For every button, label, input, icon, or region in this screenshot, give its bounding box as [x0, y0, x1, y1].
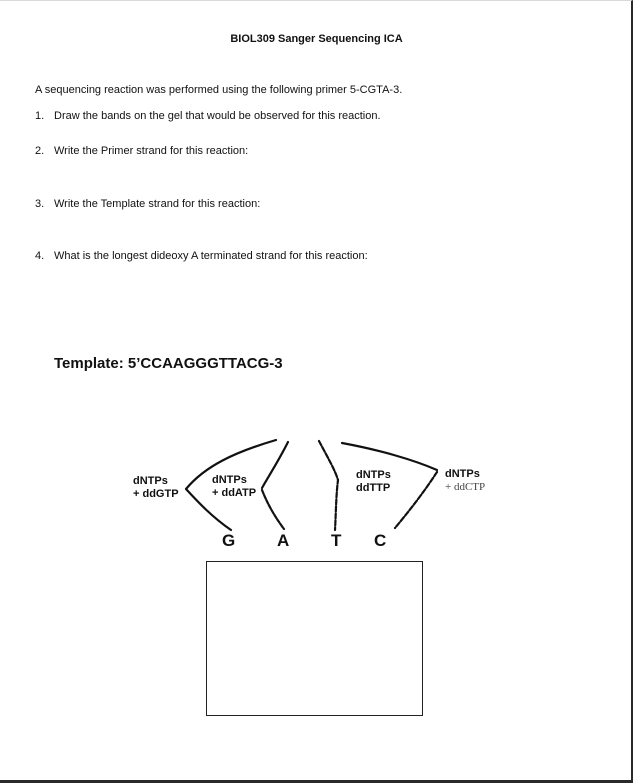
tube-c-label: [445, 468, 485, 494]
document-title: BIOL309 Sanger Sequencing ICA: [230, 33, 403, 45]
question-text: Draw the bands on the gel that would be observed for this reaction.: [54, 110, 381, 122]
funnel-a-right-stroke: [262, 490, 284, 529]
tube-t-line2: ddTTP: [356, 482, 391, 494]
question-text: Write the Template strand for this reaction:: [54, 198, 261, 210]
funnel-c-right-stroke: [395, 472, 437, 528]
funnel-a-left-stroke: [262, 442, 288, 488]
tube-t-label: [356, 469, 391, 495]
template-sequence-label: Template: 5’CCAAGGGTTACG-3: [54, 355, 283, 372]
question-number: 3.: [35, 198, 45, 210]
question-text: What is the longest dideoxy A terminated strand for this reaction:: [54, 250, 368, 262]
funnel-t-left-stroke: [319, 441, 338, 530]
intro-text: A sequencing reaction was performed using the following primer 5-CGTA-3.: [35, 84, 403, 96]
lane-label-g: G: [222, 531, 236, 550]
funnel-c-top-stroke: [342, 443, 437, 470]
question-number: 2.: [35, 145, 45, 157]
tube-a-line1: dNTPs: [212, 474, 247, 486]
tube-g-line1: dNTPs: [133, 475, 168, 487]
tube-a-label: [212, 474, 256, 500]
question-text: Write the Primer strand for this reaction:: [54, 145, 249, 157]
lane-label-t: T: [331, 531, 342, 550]
lane-label-c: C: [374, 531, 387, 550]
gel-drawing-box[interactable]: [206, 561, 423, 716]
tube-g-label: [133, 475, 179, 501]
tube-t-line1: dNTPs: [356, 469, 391, 481]
lane-label-a: A: [277, 531, 290, 550]
question-number: 4.: [35, 250, 45, 262]
question-number: 1.: [35, 110, 45, 122]
tube-c-line2: + ddCTP: [445, 481, 486, 493]
tube-c-line1: dNTPs: [445, 468, 480, 480]
tube-a-line2: + ddATP: [212, 487, 257, 499]
tube-g-line2: + ddGTP: [133, 488, 179, 500]
